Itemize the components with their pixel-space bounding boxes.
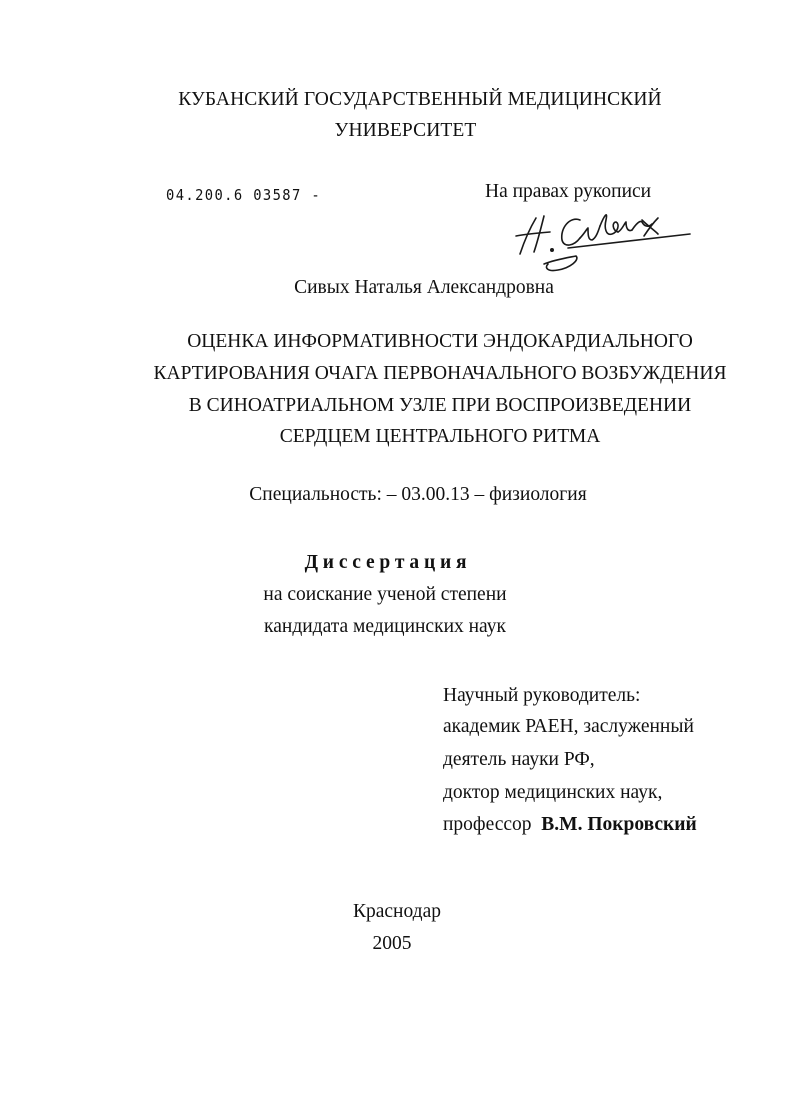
- advisor-name: В.М. Покровский: [541, 814, 697, 835]
- title-line: В СИНОАТРИАЛЬНОМ УЗЛЕ ПРИ ВОСПРОИЗВЕДЕНИИ: [188, 395, 692, 416]
- advisor-heading: Научный руководитель:: [443, 685, 641, 706]
- degree-line: кандидата медицинских наук: [264, 616, 506, 637]
- registry-code: 04.200.6 03587 -: [166, 186, 322, 204]
- title-line: КАРТИРОВАНИЯ ОЧАГА ПЕРВОНАЧАЛЬНОГО ВОЗБУЖДЕНИЯ: [153, 363, 727, 384]
- city: Краснодар: [352, 901, 442, 922]
- title-line: СЕРДЦЕМ ЦЕНТРАЛЬНОГО РИТМА: [279, 426, 601, 447]
- advisor-name-line: [443, 814, 697, 836]
- author-name: Сивых Наталья Александровна: [294, 277, 554, 298]
- advisor-title-line: деятель науки РФ,: [443, 749, 595, 770]
- university-name-line1: КУБАНСКИЙ ГОСУДАРСТВЕННЫЙ МЕДИЦИНСКИЙ: [178, 89, 662, 110]
- advisor-title-line: доктор медицинских наук,: [443, 782, 663, 803]
- handwritten-signature: [508, 206, 692, 276]
- title-line: ОЦЕНКА ИНФОРМАТИВНОСТИ ЭНДОКАРДИАЛЬНОГО: [187, 331, 693, 352]
- rights-note: На правах рукописи: [485, 181, 652, 202]
- specialty: Специальность: – 03.00.13 – физиология: [249, 484, 587, 505]
- advisor-rank: профессор: [443, 814, 532, 835]
- degree-line: на соискание ученой степени: [263, 584, 507, 605]
- advisor-title-line: академик РАЕН, заслуженный: [443, 716, 694, 737]
- university-name-line2: УНИВЕРСИТЕТ: [334, 120, 477, 141]
- year: 2005: [372, 933, 412, 954]
- dissertation-label: Диссертация: [304, 552, 472, 573]
